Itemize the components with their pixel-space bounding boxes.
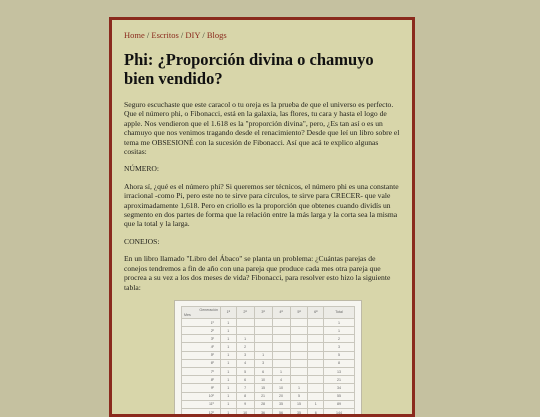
table-cell [236, 327, 254, 335]
table-cell [254, 327, 272, 335]
column-header: 4ª [272, 306, 290, 318]
table-cell [290, 376, 308, 384]
table-cell: 21 [254, 392, 272, 400]
table-month-cell: 2º [182, 327, 221, 335]
breadcrumb-blogs-link[interactable]: Blogs [206, 30, 227, 40]
table-cell [254, 335, 272, 343]
table-cell: 1 [221, 359, 237, 367]
breadcrumb-home-link[interactable]: Home [124, 30, 145, 40]
table-cell: 15 [290, 400, 308, 408]
table-row [182, 368, 355, 376]
table-cell: 5 [236, 368, 254, 376]
table-cell: 1 [221, 343, 237, 351]
column-header: 3ª [254, 306, 272, 318]
table-cell: 6 [254, 368, 272, 376]
breadcrumb-separator: / [200, 30, 207, 40]
fibonacci-table [181, 306, 355, 417]
conejos-paragraph: En un libro llamado "Libro del Ábaco" se planta un problema: ¿Cuántas parejas de conejos tendremos a fin de año con una pareja que produce cada mes otra pareja que procrea a su vez a los dos meses de vida? Fibonacci, para resolver esto hizo la siguiente tabla: [124, 254, 391, 292]
table-row [182, 384, 355, 392]
table-cell [308, 359, 324, 367]
table-cell: 4 [272, 376, 290, 384]
page-title: Phi: ¿Proporción divina o chamuyo bien vendido? [124, 50, 374, 88]
table-month-cell: 12º [182, 408, 221, 416]
breadcrumb-separator: / [178, 30, 186, 40]
table-cell: 10 [236, 408, 254, 416]
table-row [182, 343, 355, 351]
table-cell [272, 351, 290, 359]
numero-paragraph: Ahora sí, ¿qué es el número phi? Si queremos ser técnicos, el número phi es una constante irracional -como Pi, pero este no te sirve para círculos, te sirve para CRECER- que vale aproximadamente 1,618. Pero en criollo es la proporción que obtenes cuando dividís un segmento en dos partes de forma que la relación entre la más larga y la corta sea la misma que la total y la larga. [124, 181, 399, 229]
table-cell: 7 [236, 384, 254, 392]
breadcrumb-diy-link[interactable]: DIY [185, 30, 201, 40]
table-month-cell: 5º [182, 351, 221, 359]
article-page [109, 17, 415, 417]
table-row [182, 400, 355, 408]
table-row [182, 359, 355, 367]
table-cell [290, 318, 308, 326]
table-cell [272, 343, 290, 351]
breadcrumb-separator: / [144, 30, 152, 40]
table-cell: 28 [254, 400, 272, 408]
table-cell: 1 [324, 318, 355, 326]
breadcrumb-escritos-link[interactable]: Escritos [151, 30, 179, 40]
table-month-cell: 6º [182, 359, 221, 367]
table-cell [290, 343, 308, 351]
table-cell [308, 351, 324, 359]
table-cell [254, 343, 272, 351]
table-row [182, 408, 355, 416]
table-cell [308, 384, 324, 392]
table-header-row [182, 306, 355, 318]
table-cell [290, 335, 308, 343]
table-month-cell: 9º [182, 384, 221, 392]
table-cell [308, 343, 324, 351]
table-cell: 1 [221, 376, 237, 384]
table-cell: 5 [324, 351, 355, 359]
table-cell: 1 [290, 384, 308, 392]
table-month-cell: 8º [182, 376, 221, 384]
table-cell: 35 [272, 400, 290, 408]
table-cell: 13 [324, 368, 355, 376]
table-month-cell: 7º [182, 368, 221, 376]
table-cell: 36 [254, 408, 272, 416]
table-cell: 1 [221, 408, 237, 416]
table-cell: 6 [236, 376, 254, 384]
table-cell: 1 [236, 335, 254, 343]
table-cell: 2 [236, 343, 254, 351]
table-cell: 5 [290, 392, 308, 400]
table-cell [272, 318, 290, 326]
table-cell: 3 [324, 343, 355, 351]
column-header: 1ª [221, 306, 237, 318]
section-heading-numero: NÚMERO: [124, 164, 160, 174]
table-cell: 1 [221, 335, 237, 343]
column-header: 2ª [236, 306, 254, 318]
table-month-cell: 10º [182, 392, 221, 400]
table-cell [272, 327, 290, 335]
breadcrumb [124, 30, 400, 40]
table-cell [254, 318, 272, 326]
intro-paragraph: Seguro escuchaste que este caracol o tu oreja es la prueba de que el universo es perfecto. Que el número phi, o Fibonacci, está en la galaxia, las flores, tu cara y hasta el logo de apple. Nos vendieron que el 1.618 es la "proporción divina", pero, ¿Es tan así o es un chamuyo que nos venimos tragando desde el renacimiento? Desde que leí un libro sobre el tema me OBSESIONÉ con la sucesión de Fibonacci. Así que acá te explico algunas cositas: [124, 100, 400, 157]
table-cell: 89 [324, 400, 355, 408]
table-cell: 1 [308, 400, 324, 408]
table-month-cell: 1º [182, 318, 221, 326]
table-corner-cell [182, 306, 221, 318]
table-month-cell: 4º [182, 343, 221, 351]
table-cell [272, 335, 290, 343]
table-cell: 21 [324, 376, 355, 384]
table-row [182, 318, 355, 326]
column-header-total: Total [324, 306, 355, 318]
table-cell: 1 [254, 351, 272, 359]
table-body [182, 318, 355, 416]
table-cell: 3 [236, 351, 254, 359]
table-cell: 1 [324, 327, 355, 335]
table-month-cell: 3º [182, 335, 221, 343]
table-cell: 1 [221, 392, 237, 400]
table-cell: 4 [236, 359, 254, 367]
table-cell [308, 335, 324, 343]
table-cell [308, 327, 324, 335]
table-cell [272, 359, 290, 367]
table-cell: 55 [324, 392, 355, 400]
table-cell: 1 [221, 384, 237, 392]
table-cell: 15 [254, 384, 272, 392]
table-cell [308, 376, 324, 384]
table-month-cell: 11º [182, 400, 221, 408]
table-cell: 2 [324, 335, 355, 343]
table-cell: 1 [221, 318, 237, 326]
table-cell [308, 318, 324, 326]
table-cell: 3 [254, 359, 272, 367]
table-cell: 10 [254, 376, 272, 384]
table-cell: 20 [272, 392, 290, 400]
table-cell: 56 [272, 408, 290, 416]
table-cell: 9 [236, 400, 254, 408]
column-header: 5ª [290, 306, 308, 318]
table-row [182, 327, 355, 335]
table-cell [308, 392, 324, 400]
column-header: 6ª [308, 306, 324, 318]
table-cell [290, 351, 308, 359]
table-row [182, 335, 355, 343]
section-heading-conejos: CONEJOS: [124, 236, 160, 246]
table-row [182, 376, 355, 384]
table-cell [308, 368, 324, 376]
table-cell: 1 [221, 400, 237, 408]
table-row [182, 351, 355, 359]
table-cell: 8 [324, 359, 355, 367]
table-cell: 1 [272, 368, 290, 376]
table-cell: 144 [324, 408, 355, 416]
table-cell: 34 [324, 384, 355, 392]
table-cell: 8 [236, 392, 254, 400]
table-cell: 1 [221, 368, 237, 376]
table-row [182, 392, 355, 400]
corner-month-label: Mes [184, 312, 191, 317]
table-cell: 1 [221, 351, 237, 359]
table-cell [290, 368, 308, 376]
fibonacci-table-image [174, 300, 362, 417]
table-cell [290, 359, 308, 367]
table-cell: 6 [308, 408, 324, 416]
table-cell: 1 [221, 327, 237, 335]
table-cell [290, 327, 308, 335]
table-cell [236, 318, 254, 326]
table-cell: 10 [272, 384, 290, 392]
corner-generation-label: Generación [199, 307, 218, 312]
table-cell: 35 [290, 408, 308, 416]
